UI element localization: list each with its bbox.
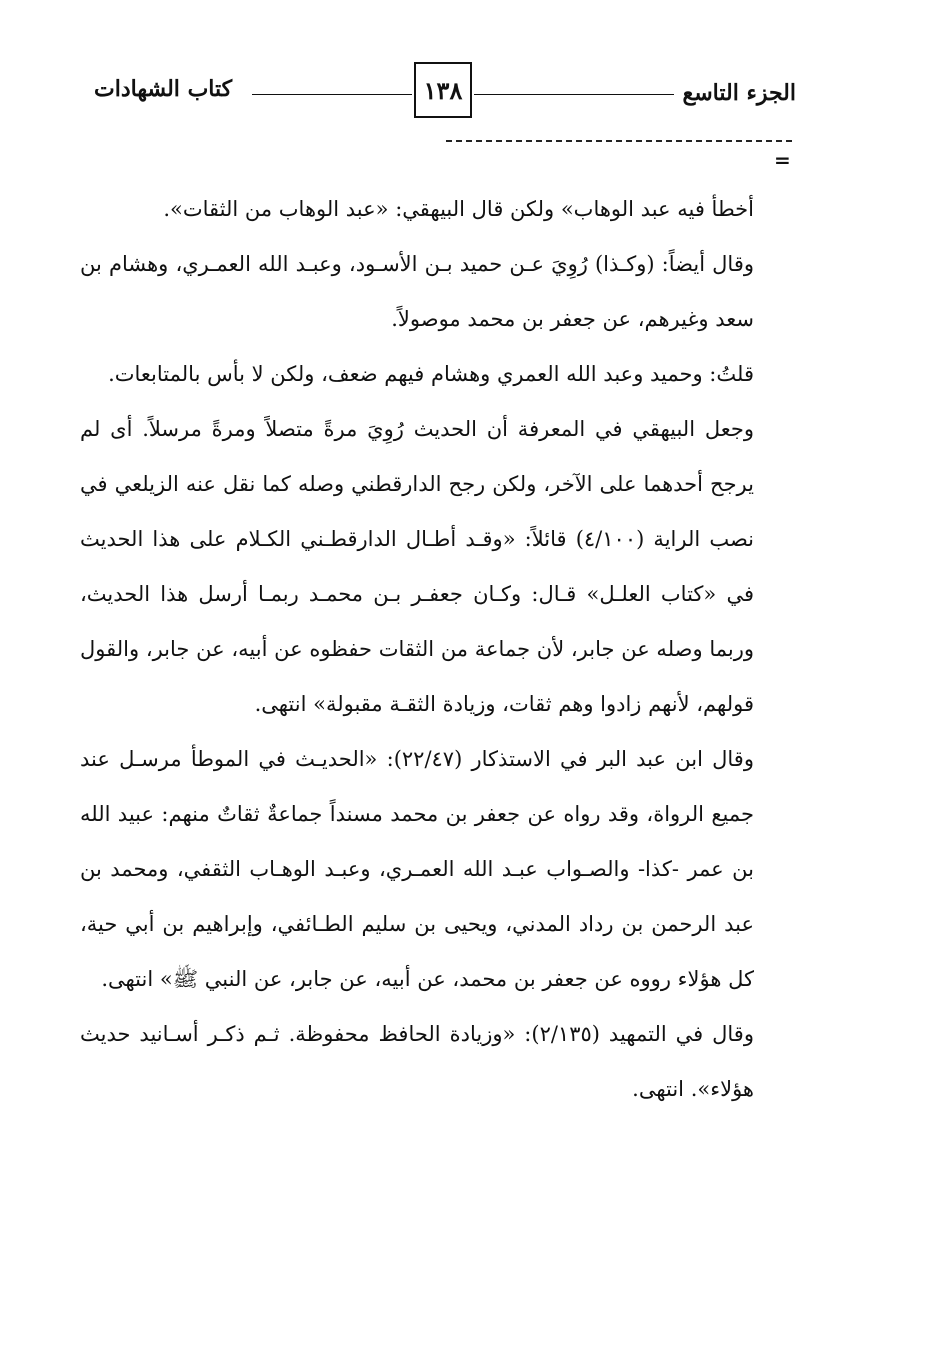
page-number: ١٣٨	[414, 62, 472, 118]
body-text	[80, 182, 754, 1117]
paragraph: قلتُ: وحميد وعبد الله العمري وهشام فيهم ضعف، ولكن لا بأس بالمتابعات.	[108, 362, 754, 386]
paragraph: وجعل البيهقي في المعرفة أن الحديث رُوِيَ مرةً متصلاً ومرةً مرسلاً. أى لم يرجح أحدهما على الآخر، ولكن رجح الدارقطني وصله كما نقل عنه الزيلعي في نصب الراية (٤/١٠٠) قائلاً: «وقـد أطـال الدارقطـني الكـلام على هذا الحديث في «كتاب العلـل» قـال: وكـان جعفـر بـن محمـد ربمـا أرسل هذا الحديث، وربما وصله عن جابر، لأن جماعة من الثقات حفظوه عن أبيه، عن جابر، والقول قولهم، لأنهم زادوا وهم ثقات، وزيادة الثقـة مقبولة» انتهى.	[80, 417, 754, 716]
dashed-separator	[446, 140, 792, 142]
paragraph: وقال أيضاً: (وكـذا) رُوِيَ عـن حميد بـن الأسـود، وعبـد الله العمـري، وهشام بن سعد وغيرهم، عن جعفر بن محمد موصولاً.	[80, 252, 754, 331]
paragraph: أخطأ فيه عبد الوهاب» ولكن قال البيهقي: «عبد الوهاب من الثقات».	[163, 197, 754, 221]
chapter-title: كتاب الشهادات	[94, 76, 233, 102]
header-rule-right	[474, 94, 674, 95]
header-rule-left	[252, 94, 412, 95]
running-header	[84, 62, 796, 122]
double-rule-mark: =	[774, 148, 791, 172]
paragraph: وقال في التمهيد (٢/١٣٥): «وزيادة الحافظ محفوظة. ثـم ذكـر أسـانيد حديث هؤلاء». انتهى.	[80, 1022, 754, 1101]
volume-title: الجزء التاسع	[682, 80, 796, 106]
paragraph: وقال ابن عبد البر في الاستذكار (٢٢/٤٧): «الحديـث في الموطأ مرسـل عند جميع الرواة، وقد رواه عن جعفر بن محمد مسنداً جماعةٌ ثقاتٌ منهم: عبيد الله بن عمر -كذا- والصـواب عبـد الله العمـري، وعبـد الوهـاب الثقفي، ومحمد بن عبد الرحمن بن رداد المدني، ويحيى بن سليم الطـائفي، وإبراهيم بن أبي حية، كل هؤلاء رووه عن جعفر بن محمد، عن أبيه، عن جابر، عن النبي ﷺ» انتهى.	[80, 747, 754, 991]
